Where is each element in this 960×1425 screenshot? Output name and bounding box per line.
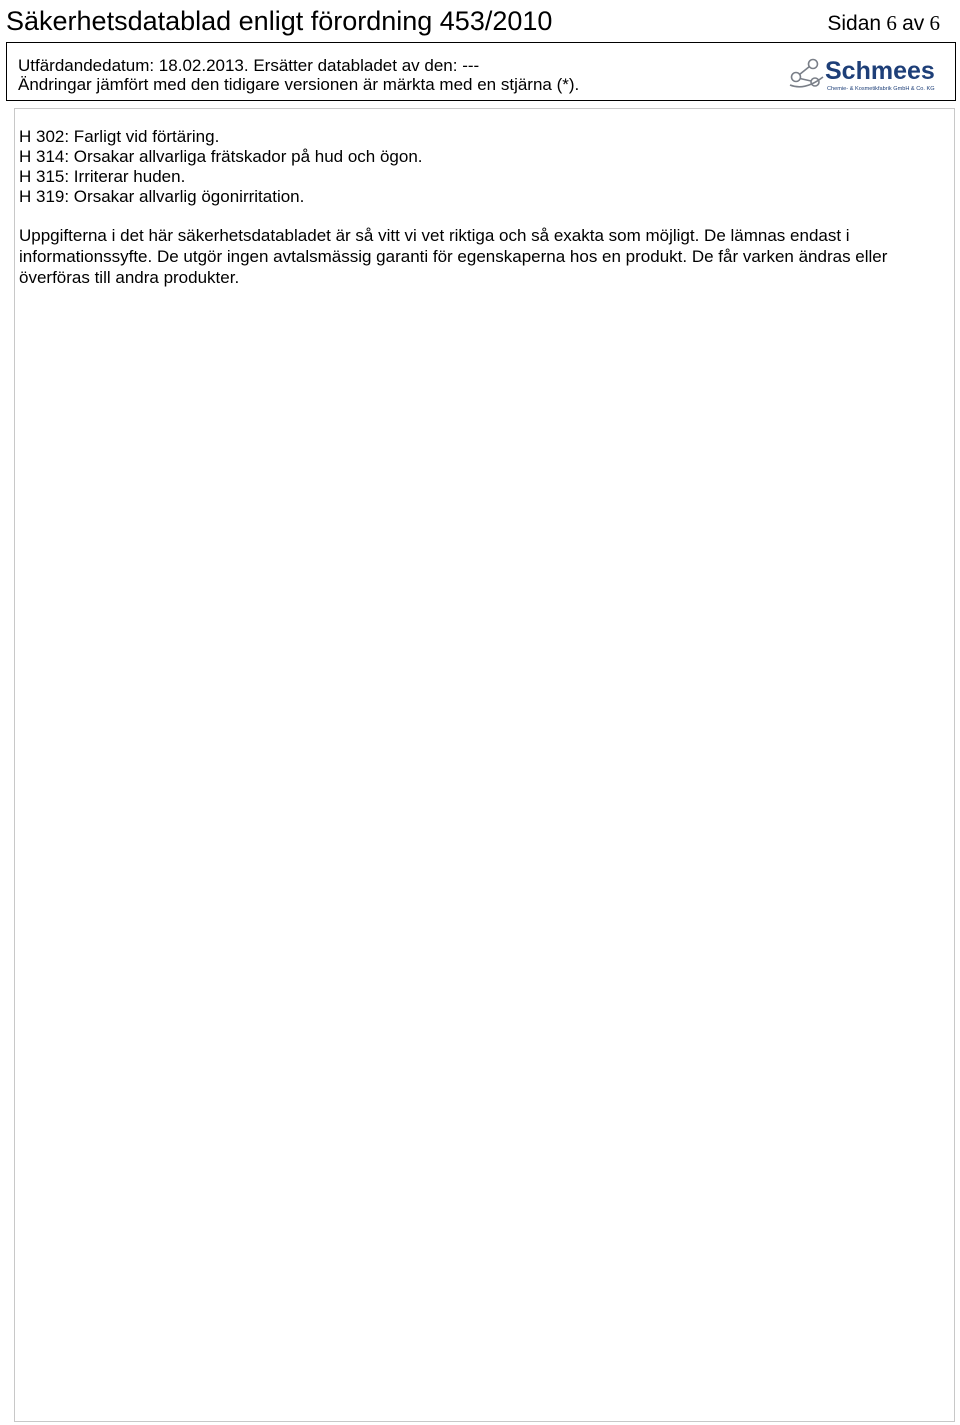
document-title: Säkerhetsdatablad enligt förordning 453/2010 — [6, 6, 553, 36]
molecule-icon — [790, 60, 823, 87]
company-logo — [789, 55, 941, 93]
header-box — [6, 42, 956, 101]
page-separator: av — [902, 12, 925, 35]
page-number — [827, 10, 940, 37]
hazard-statement-h315: H 315: Irriterar huden. — [19, 167, 186, 186]
page-word: Sidan — [827, 12, 882, 35]
page-total: 6 — [929, 11, 940, 35]
changes-note-line: Ändringar jämfört med den tidigare versionen är märkta med en stjärna (*). — [18, 75, 580, 94]
content-frame — [14, 108, 955, 1422]
hazard-statement-h319: H 319: Orsakar allvarlig ögonirritation. — [19, 187, 305, 206]
hazard-statement-h314: H 314: Orsakar allvarliga frätskador på hud och ögon. — [19, 147, 423, 166]
logo-name: Schmees — [825, 57, 935, 85]
hazard-statement-h302: H 302: Farligt vid förtäring. — [19, 127, 220, 146]
logo-subtitle: Chemie- & Kosmetikfabrik GmbH & Co. KG — [827, 86, 935, 92]
disclaimer-text: Uppgifterna i det här säkerhetsdatabladet är så vitt vi vet riktiga och så exakta som möjligt. De lämnas endast i informationssyfte. De utgör ingen avtalsmässig garanti för egenskaperna hos en produkt. De får varken ändras eller överföras till andra produkter. — [19, 226, 888, 287]
page-current: 6 — [886, 11, 897, 35]
issue-date-line: Utfärdandedatum: 18.02.2013. Ersätter databladet av den: --- — [18, 56, 480, 75]
